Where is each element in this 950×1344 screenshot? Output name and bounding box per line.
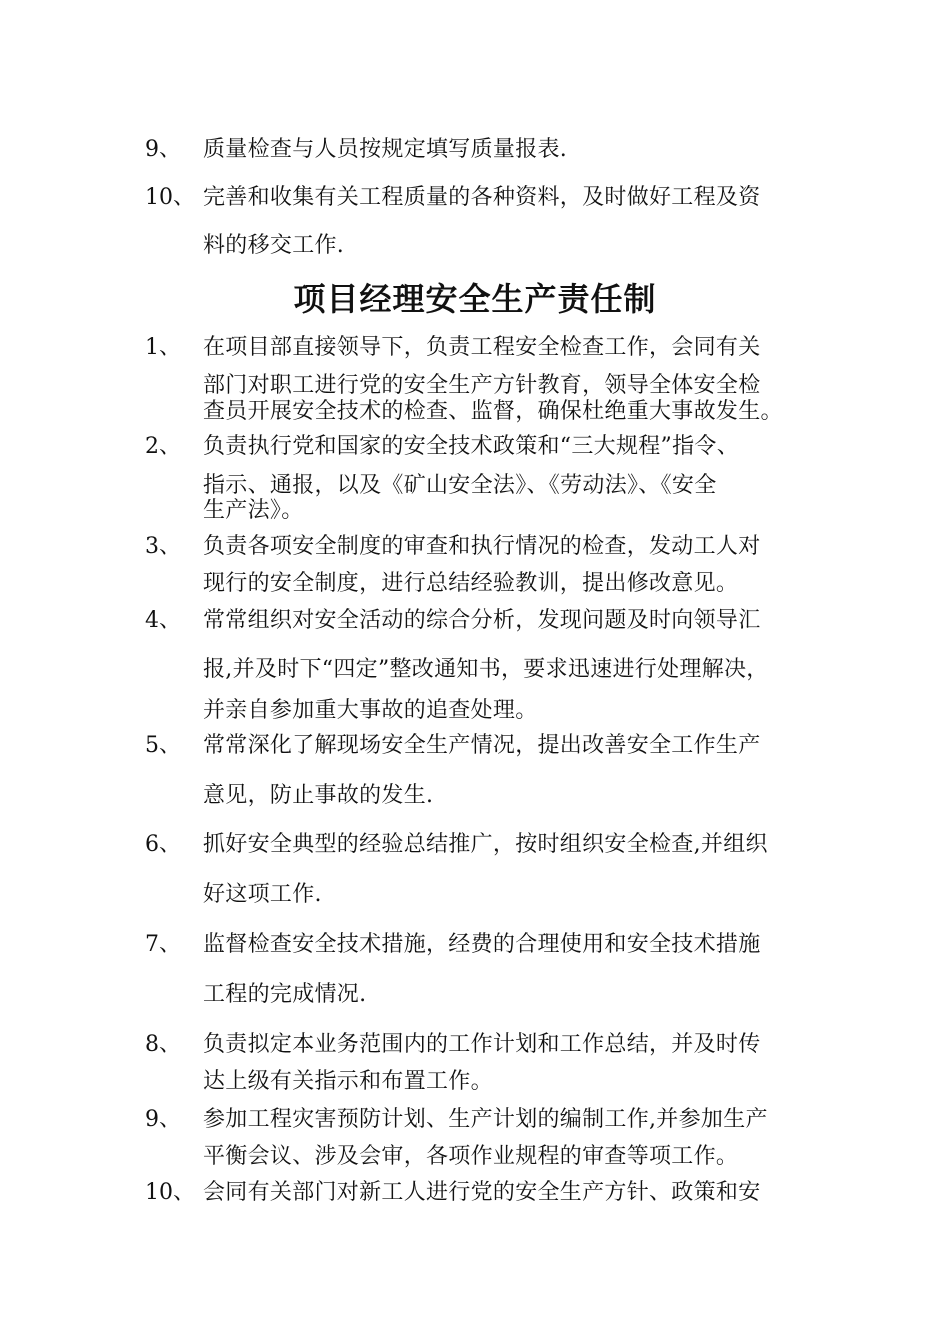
item-text-line: 部门对职工进行党的安全生产方针教育，领导全体安全检 bbox=[203, 373, 761, 398]
item-text-line: 生产法》。 bbox=[203, 498, 304, 523]
item-text-line: 并亲自参加重大事故的追查处理。 bbox=[203, 698, 538, 723]
item-number: 10、 bbox=[145, 1180, 195, 1205]
item-text-line: 查员开展安全技术的检查、监督，确保杜绝重大事故发生。 bbox=[203, 399, 783, 424]
item-text-line: 好这项工作. bbox=[203, 882, 322, 907]
item-number: 8、 bbox=[145, 1032, 181, 1057]
item-text-line: 监督检查安全技术措施，经费的合理使用和安全技术措施 bbox=[203, 932, 761, 957]
item-text-line: 参加工程灾害预防计划、生产计划的编制工作,并参加生产 bbox=[203, 1107, 768, 1132]
item-number: 9、 bbox=[145, 137, 181, 162]
item-number: 7、 bbox=[145, 932, 181, 957]
item-text-line: 平衡会议、涉及会审，各项作业规程的审查等项工作。 bbox=[203, 1144, 739, 1169]
item-number: 2、 bbox=[145, 434, 181, 459]
item-number: 3、 bbox=[145, 534, 181, 559]
item-number: 6、 bbox=[145, 832, 181, 857]
item-number: 1、 bbox=[145, 335, 181, 360]
item-text-line: 负责执行党和国家的安全技术政策和“三大规程”指令、 bbox=[203, 434, 739, 459]
item-text-line: 意见，防止事故的发生. bbox=[203, 783, 434, 808]
item-text-line: 在项目部直接领导下，负责工程安全检查工作，会同有关 bbox=[203, 335, 761, 360]
item-number: 9、 bbox=[145, 1107, 181, 1132]
item-text-line: 达上级有关指示和布置工作。 bbox=[203, 1069, 493, 1094]
section-title: 项目经理安全生产责任制 bbox=[293, 280, 657, 318]
item-text-line: 完善和收集有关工程质量的各种资料，及时做好工程及资 bbox=[203, 185, 761, 210]
item-text-line: 工程的完成情况. bbox=[203, 982, 367, 1007]
item-number: 10、 bbox=[145, 185, 195, 210]
item-text-line: 负责拟定本业务范围内的工作计划和工作总结，并及时传 bbox=[203, 1032, 761, 1057]
item-text-line: 料的移交工作. bbox=[203, 233, 345, 258]
item-number: 4、 bbox=[145, 608, 181, 633]
item-number: 5、 bbox=[145, 733, 181, 758]
item-text-line: 现行的安全制度，进行总结经验教训，提出修改意见。 bbox=[203, 571, 739, 596]
item-text-line: 质量检查与人员按规定填写质量报表. bbox=[203, 137, 568, 162]
item-text-line: 常常深化了解现场安全生产情况，提出改善安全工作生产 bbox=[203, 733, 761, 758]
item-text-line: 常常组织对安全活动的综合分析，发现问题及时向领导汇 bbox=[203, 608, 761, 633]
item-text-line: 抓好安全典型的经验总结推广，按时组织安全检查,并组织 bbox=[203, 832, 768, 857]
item-text-line: 负责各项安全制度的审查和执行情况的检查，发动工人对 bbox=[203, 534, 761, 559]
item-text-line: 会同有关部门对新工人进行党的安全生产方针、政策和安 bbox=[203, 1180, 761, 1205]
item-text-line: 报,并及时下“四定”整改通知书，要求迅速进行处理解决， bbox=[203, 657, 769, 682]
item-text-line: 指示、通报，以及《矿山安全法》、《劳动法》、《安全 bbox=[203, 473, 717, 498]
